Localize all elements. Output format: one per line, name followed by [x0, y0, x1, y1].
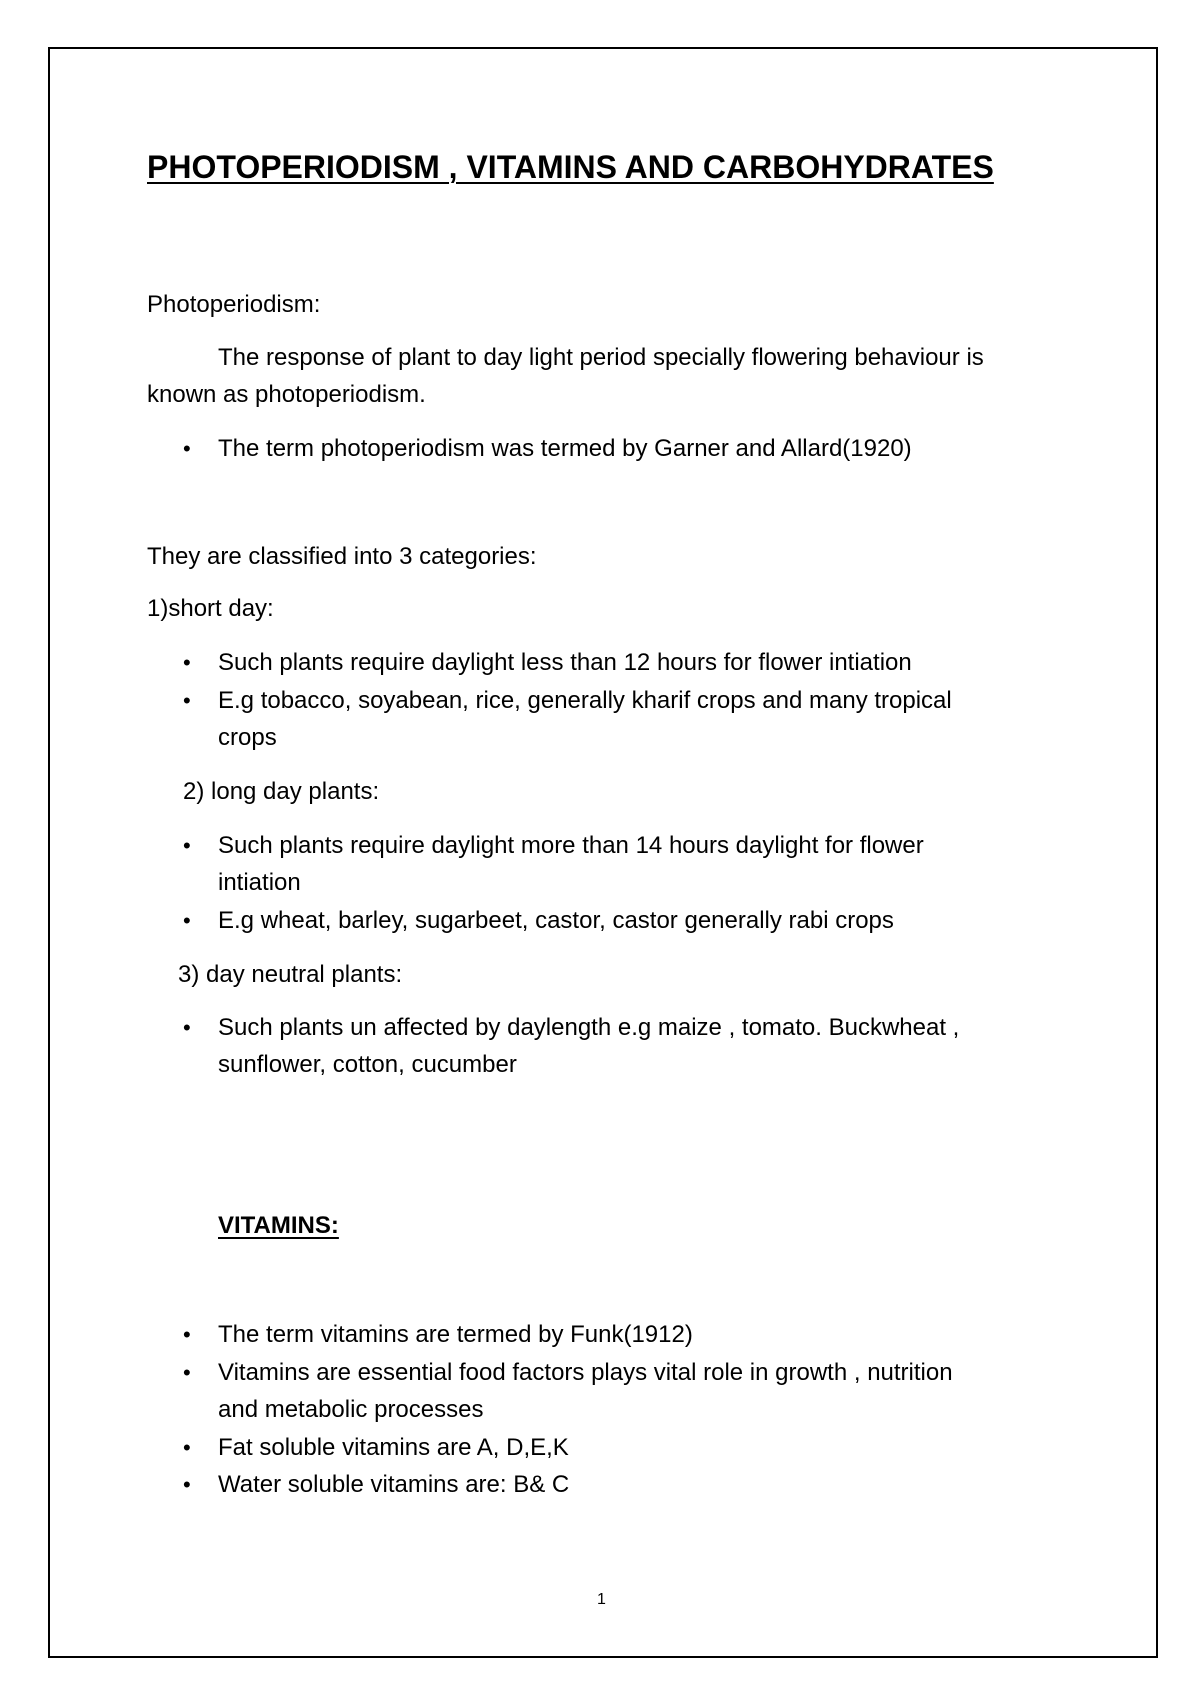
category-heading-long-day: 2) long day plants:: [183, 778, 380, 805]
list-item: Fat soluble vitamins are A, D,E,K: [218, 1434, 569, 1461]
list-item: Such plants require daylight less than 12 hours for flower intiation: [218, 649, 912, 676]
page-number: 1: [597, 1591, 606, 1608]
list-item: Such plants un affected by daylength e.g maize , tomato. Buckwheat ,: [218, 1014, 960, 1041]
section-heading-photoperiodism: Photoperiodism:: [147, 291, 321, 318]
section-heading-vitamins: VITAMINS:: [218, 1212, 339, 1239]
bullet-icon: •: [183, 436, 191, 461]
document-title: PHOTOPERIODISM , VITAMINS AND CARBOHYDRATES: [147, 149, 994, 185]
category-heading-short-day: 1)short day:: [147, 595, 274, 622]
bullet-icon: •: [183, 1360, 191, 1385]
list-item-continuation: intiation: [218, 869, 301, 896]
list-item: E.g wheat, barley, sugarbeet, castor, castor generally rabi crops: [218, 907, 894, 934]
category-heading-day-neutral: 3) day neutral plants:: [178, 961, 403, 988]
list-item-term-origin: The term photoperiodism was termed by Garner and Allard(1920): [218, 435, 912, 462]
list-item-continuation: sunflower, cotton, cucumber: [218, 1051, 517, 1078]
bullet-icon: •: [183, 1015, 191, 1040]
list-item-continuation: and metabolic processes: [218, 1396, 484, 1423]
list-item-continuation: crops: [218, 724, 277, 751]
definition-paragraph-line-1: The response of plant to day light period specially flowering behaviour is: [218, 344, 984, 371]
list-item: The term vitamins are termed by Funk(1912): [218, 1321, 693, 1348]
bullet-icon: •: [183, 1322, 191, 1347]
list-item: Vitamins are essential food factors plays vital role in growth , nutrition: [218, 1359, 953, 1386]
classification-intro: They are classified into 3 categories:: [147, 543, 537, 570]
list-item: Water soluble vitamins are: B& C: [218, 1471, 570, 1498]
list-item: Such plants require daylight more than 14 hours daylight for flower: [218, 832, 924, 859]
bullet-icon: •: [183, 1435, 191, 1460]
list-item: E.g tobacco, soyabean, rice, generally kharif crops and many tropical: [218, 687, 952, 714]
bullet-icon: •: [183, 650, 191, 675]
bullet-icon: •: [183, 688, 191, 713]
bullet-icon: •: [183, 908, 191, 933]
bullet-icon: •: [183, 1472, 191, 1497]
definition-paragraph-line-2: known as photoperiodism.: [147, 381, 426, 408]
bullet-icon: •: [183, 833, 191, 858]
